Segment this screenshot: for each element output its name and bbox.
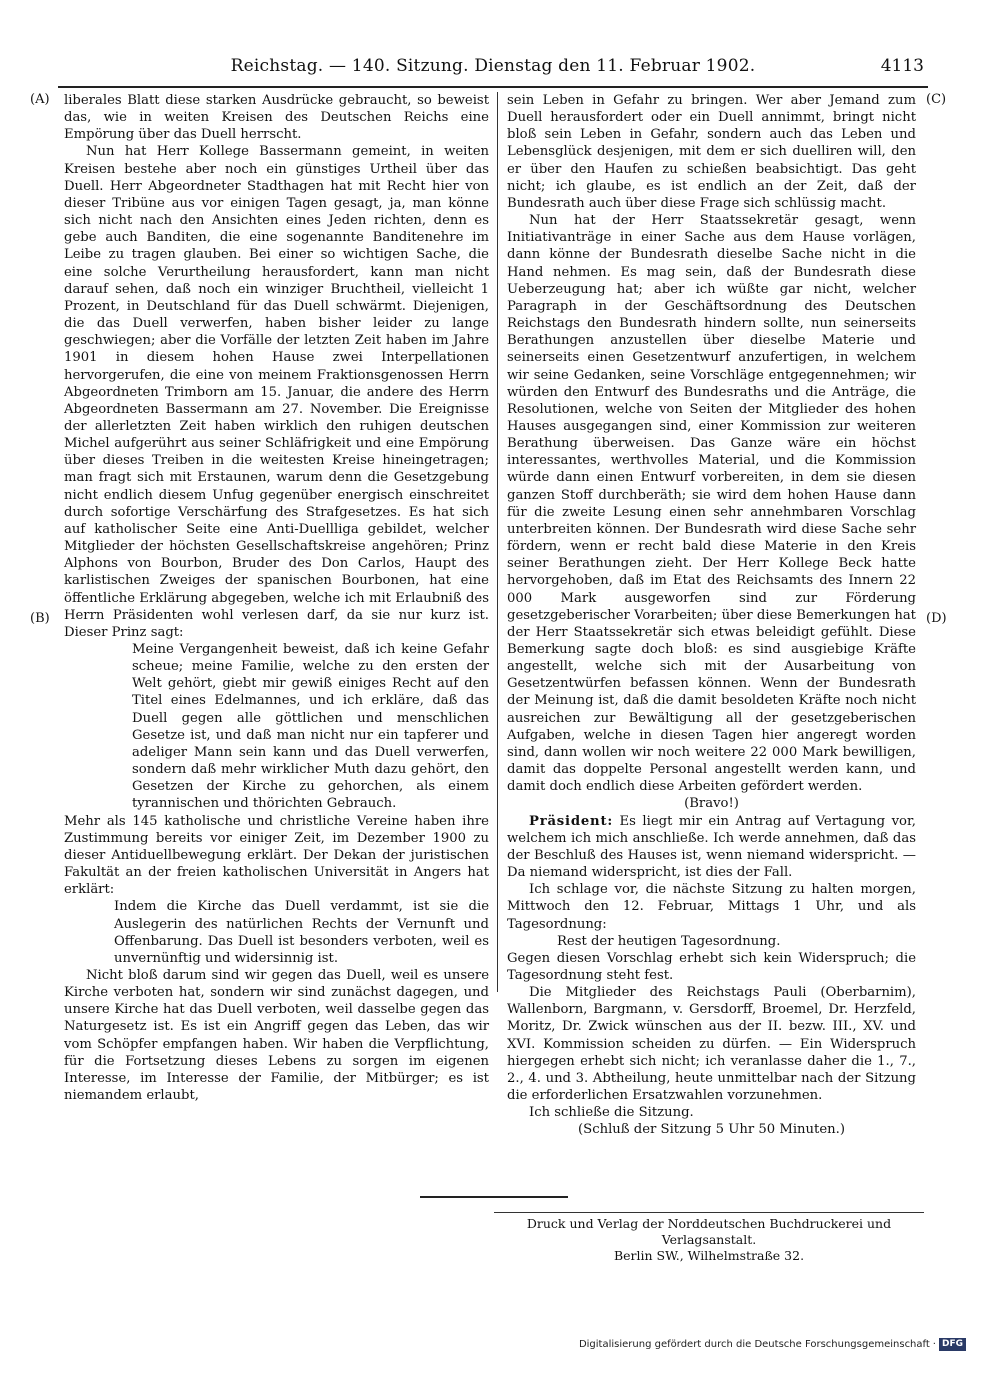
right-column <box>507 92 916 1139</box>
dfg-logo: DFG <box>939 1338 966 1351</box>
printer-line: Berlin SW., Wilhelmstraße 32. <box>613 1248 805 1263</box>
paragraph: Nicht bloß darum sind wir gegen das Duell, weil es unsere Kirche verboten hat, sondern wir sind zunächst dagegen, und unsere Kirche hat das Duell verboten, weil dasselbe gegen das Naturgesetz ist. Es ist ein Angriff gegen das Leben, das wir vom Schöpfer empfangen haben. Wir haben die Verpflichtung, für die Fortsetzung dieses Lebens zu sorgen im eigenen Interesse, im Interesse der Familie, der Mitbürger; es ist niemandem erlaubt, <box>64 967 489 1104</box>
block-quote: Indem die Kirche das Duell verdammt, ist sie die Auslegerin des natürlichen Rechts der Vernunft und Offenbarung. Das Duell ist besonders verboten, weil es unvernünftig und widersinnig ist. <box>114 899 489 966</box>
speaker-text: Es liegt mir ein Antrag auf Vertagung vor, welchem ich mich anschließe. Ich werde annehmen, daß das der Beschluß des Hauses ist, wenn niemand widerspricht. — Da niemand widerspricht, ist dies der Fall. <box>507 813 917 881</box>
paragraph: Gegen diesen Vorschlag erhebt sich kein Widerspruch; die Tagesordnung steht fest. <box>507 950 916 983</box>
margin-marker-b: (B) <box>30 611 50 626</box>
margin-marker-d: (D) <box>926 611 947 626</box>
digitization-note: Digitalisierung gefördert durch die Deutsche Forschungsgemeinschaft · DFG <box>579 1338 966 1351</box>
speaker-label: Präsident: <box>529 813 614 829</box>
paragraph: Nun hat Herr Kollege Bassermann gemeint, in weiten Kreisen bestehe aber noch ein günstiges Urtheil über das Duell. Herr Abgeordneter Stadthagen hat mit Recht hier von dieser Tribüne aus vor einigen Tagen gesagt, ja, man könne sich nicht nach den Ansichten eines Jeden richten, denn es gebe auch Banditen, die eine sogenannte Banditenehre im Leibe zu tragen glauben. Bei einer so wichtigen Sache, die eine solche Verurtheilung herausfordert, kann man nicht darauf sehen, daß noch ein winziger Bruchtheil, vielleicht 1 Prozent, in Deutschland für das Duell schwärmt. Diejenigen, die das Duell verwerfen, haben bisher leider zu lange geschwiegen; aber die Vorfälle der letzten Zeit haben im Jahre 1901 in diesem hohen Hause zwei Interpellationen hervorgerufen, die eine von meinem Fraktionsgenossen Herrn Abgeordneten Trimborn am 15. Januar, die andere des Herrn Abgeordneten Bassermann am 27. November. Die Ereignisse der allerletzten Zeit haben wirklich den ruhigen deutschen Michel aufgerührt aus seiner Schläfrigkeit und eine Empörung über dieses Treiben in die weitesten Kreise hineingetragen; man fragt sich mit Erstaunen, warum denn die Gesetzgebung nicht endlich diesem Unfug gegenüber energisch einschreitet durch sofortige Verschärfung des Strafgesetzes. Es hat sich auf katholischer Seite eine Anti-Duellliga gebildet, welcher Mitglieder der höchsten Gesellschaftskreise angehören; Prinz Alphons von Bourbon, Bruder des Don Carlos, Haupt des karlistischen Zweiges der spanischen Bourbonen, hat eine öffentliche Erklärung abgegeben, welche ich mit Erlaubniß des Herrn Präsidenten wohl verlesen darf, da sie nur kurz ist. Dieser Prinz sagt: <box>64 144 489 640</box>
paragraph: Die Mitglieder des Reichstags Pauli (Oberbarnim), Wallenborn, Bargmann, v. Gersdorff, Broemel, Dr. Herzfeld, Moritz, Dr. Zwick wünschen aus der II. bezw. III., XV. und XVI. Kommission scheiden zu dürfen. — Ein Widerspruch hiergegen erhebt sich nicht; ich veranlasse daher die 1., 7., 2., 4. und 3. Abtheilung, heute unmittelbar nach der Sitzung die erforderlichen Ersatzwahlen vorzunehmen. <box>507 985 916 1104</box>
header-rule <box>58 86 928 88</box>
printer-line: Druck und Verlag der Norddeutschen Buchdruckerei und Verlagsanstalt. <box>526 1216 892 1247</box>
paragraph: sein Leben in Gefahr zu bringen. Wer aber Jemand zum Duell herausfordert oder ein Duell annimmt, bringt nicht bloß sein Leben in Gefahr, sondern auch das Leben und Lebensglück desjenigen, mit dem er sich duelliren will, den er über den Haufen zu schießen beabsichtigt. Das geht nicht; ich glaube, es ist endlich an der Zeit, daß der Bundesrath auch über diese Frage sich schlüssig macht. <box>507 93 916 211</box>
paragraph: Ich schlage vor, die nächste Sitzung zu halten morgen, Mittwoch den 12. Februar, Mittags 1 Uhr, und als Tagesordnung: <box>507 882 916 932</box>
president-statement <box>507 813 916 882</box>
digitization-text: Digitalisierung gefördert durch die Deutsche Forschungsgemeinschaft <box>578 1339 930 1350</box>
column-divider <box>497 92 498 992</box>
session-closing-note: (Schluß der Sitzung 5 Uhr 50 Minuten.) <box>578 1122 845 1138</box>
page-number: 4113 <box>880 56 924 76</box>
running-header-title: Reichstag. — 140. Sitzung. Dienstag den 11. Februar 1902. <box>230 56 756 76</box>
left-column <box>64 92 489 1104</box>
agenda-item: Rest der heutigen Tagesordnung. <box>557 933 781 949</box>
margin-marker-a: (A) <box>30 92 50 107</box>
block-quote: Meine Vergangenheit beweist, daß ich keine Gefahr scheue; meine Familie, welche zu den ersten der Welt gehört, giebt mir gewiß einiges Recht auf den Titel eines Edelmannes, und ich erkläre, daß das Duell gegen alle göttlichen und menschlichen Gesetze ist, und daß man nicht nur ein tapferer und adeliger Mann sein kann und das Duell verwerfen, sondern daß mehr wirklicher Muth dazu gehört, den Gesetzen der Kirche zu gehorchen, als einem tyrannischen und thörichten Gebrauch. <box>132 642 489 812</box>
printer-rule <box>494 1212 924 1213</box>
printer-imprint <box>494 1216 924 1264</box>
paragraph: Nun hat der Herr Staatssekretär gesagt, wenn Initiativanträge in einer Sache aus dem Hause vorlägen, dann könne der Bundesrath dieselbe Sache nicht in die Hand nehmen. Es mag sein, daß der Bundesrath diese Ueberzeugung hat; aber ich wüßte gar nicht, welcher Paragraph in der Geschäftsordnung des Deutschen Reichstags den Bundesrath hindern sollte, nun seinerseits Berathungen anzustellen über dieselbe Materie und seinerseits einen Gesetzentwurf anzufertigen, in welchem wir seine Gedanken, seine Vorschläge entgegennehmen; wir würden den Entwurf des Bundesraths und die Anträge, die Resolutionen, welche von Seiten der Mitglieder des hohen Hauses ausgegangen sind, einer Kommission zur weiteren Berathung überweisen. Das Ganze wäre ein höchst interessantes, werthvolles Material, und die Kommission würde dann einen Entwurf vorbereiten, in dem sie diesen ganzen Stoff durchberäth; sie wird dem hohen Hause dann für die zweite Lesung einen sehr annehmbaren Vorschlag unterbreiten können. Der Bundesrath wird diese Sache sehr fördern, wenn er recht bald diese Materie in den Kreis seiner Berathungen zieht. Der Herr Kollege Beck hatte hervorgehoben, daß im Etat des Reichsamts des Innern 22 000 Mark ausgeworfen sind zur Förderung gesetzgeberischer Vorarbeiten; über diese Bemerkungen hat der Herr Staatssekretär sich etwas beleidigt gefühlt. Diese Bemerkung sagte doch bloß: es sind ausgiebige Kräfte angestellt, welche sich mit der Ausarbeitung von Gesetzentwürfen befassen können. Wenn der Bundesrath der Meinung ist, daß die damit besoldeten Kräfte noch nicht ausreichen zur Bewältigung all der gesetzgeberischen Aufgaben, welche in diesen Tagen hier angeregt worden sind, dann wollen wir noch weitere 22 000 Mark bewilligen, damit das doppelte Personal angestellt werden kann, und damit doch endlich diese Arbeiten gefördert werden. <box>507 213 916 795</box>
paragraph: liberales Blatt diese starken Ausdrücke gebraucht, so beweist das, wie in weiten Kreisen des Deutschen Reichs eine Empörung über das Duell herrscht. <box>64 93 489 143</box>
margin-marker-c: (C) <box>926 92 947 107</box>
page-header <box>62 52 924 82</box>
applause-note: (Bravo!) <box>684 796 739 812</box>
paragraph: Mehr als 145 katholische und christliche Vereine haben ihre Zustimmung bereits vor einiger Zeit, im Dezember 1900 zu dieser Antiduellbewegung erklärt. Der Dekan der juristischen Fakultät an der freien katholischen Universität in Angers hat erklärt: <box>64 813 489 898</box>
paragraph: Ich schließe die Sitzung. <box>529 1105 694 1121</box>
end-rule <box>420 1196 568 1198</box>
